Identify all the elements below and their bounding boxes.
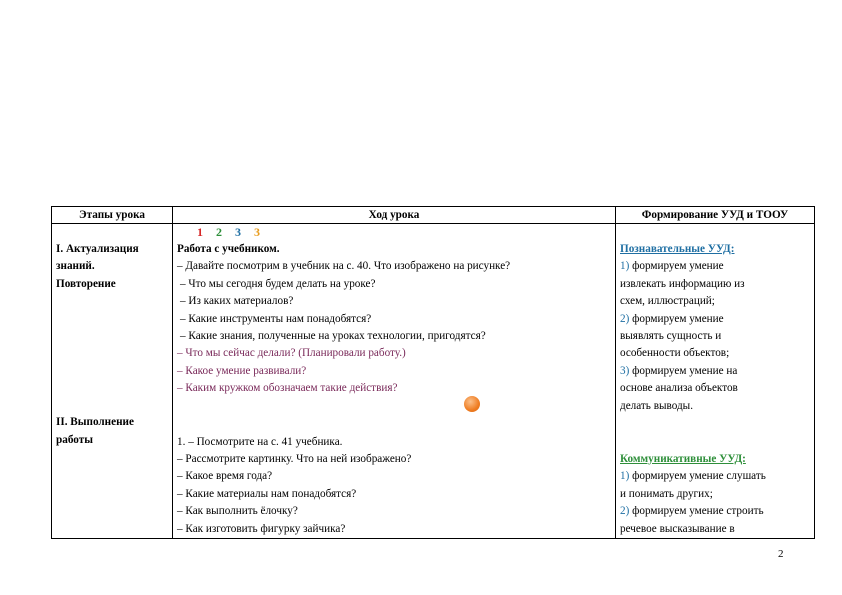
stage-cell [52,224,173,539]
uud2-item-text: формируем умение строить [629,505,764,518]
course-cell [173,224,616,539]
cognitive-uud-heading: Познавательные УУД: [620,243,735,255]
table-row [52,224,815,539]
uud1-item-text: особенности объектов; [620,347,730,360]
uud1-item [620,258,810,275]
uud1-item-text: выявлять сущность и [620,330,722,343]
uud2-item-number: 1) [620,470,630,483]
orange-circle-icon [464,396,480,412]
uud2-item [620,503,810,520]
course1-question: – Что мы сейчас делали? (Планировали работу.) [177,347,406,360]
uud-cell [616,224,815,539]
course1-line: – Какие знания, полученные на уроках технологии, пригодятся? [180,330,486,343]
course1-question: – Каким кружком обозначаем такие действия? [177,382,398,395]
course2-line: – Рассмотрите картинку. Что на ней изображено? [177,453,412,466]
stage2-line: работы [56,433,93,446]
stage2-line: II. Выполнение [56,416,134,429]
course1-question: – Какое умение развивали? [177,364,307,377]
course1-line: – Давайте посмотрим в учебник на с. 40. Что изображено на рисунке? [177,260,511,273]
uud2-item [620,468,810,485]
table-header-row [52,207,815,224]
page-number: 2 [778,548,784,560]
uud1-item-number: 2) [620,312,630,325]
stage1-line: знаний. [56,260,95,273]
communicative-uud-heading: Коммуникативные УУД: [620,453,746,466]
uud2-item-text: и понимать других; [620,487,713,500]
stage1-line: I. Актуализация [56,243,139,255]
course1-title: Работа с учебником. [177,243,280,255]
header-stages: Этапы урока [52,207,173,224]
lesson-table [51,206,815,539]
course2-line: – Как выполнить ёлочку? [177,505,298,518]
stage1-line: Повторение [56,277,116,290]
uud1-item-text: формируем умение на [629,364,738,377]
marker-1: 1 [197,225,203,239]
course1-line: – Из каких материалов? [180,295,294,308]
marker-4: 3 [254,225,260,239]
number-markers [177,224,611,241]
uud1-item-number: 3) [620,364,630,377]
course1-line: – Что мы сегодня будем делать на уроке? [180,277,376,290]
course2-line: – Какое время года? [177,470,273,483]
course2-line: – Как изготовить фигурку зайчика? [177,522,346,535]
uud1-item-number: 1) [620,260,630,273]
uud2-item-text: речевое высказывание в [620,522,735,535]
uud1-item [620,363,810,380]
course2-line: 1. – Посмотрите на с. 41 учебника. [177,435,343,448]
uud1-item-text: основе анализа объектов [620,382,738,395]
course2-line: – Какие материалы нам понадобятся? [177,487,357,500]
header-uud: Формирование УУД и ТООУ [616,207,815,224]
uud1-item-text: формируем умение [629,260,724,273]
marker-3: 3 [235,225,241,239]
uud2-item-number: 2) [620,505,630,518]
uud1-item-text: схем, иллюстраций; [620,295,715,308]
uud2-item-text: формируем умение слушать [629,470,766,483]
uud1-item-text: извлекать информацию из [620,277,745,290]
header-course: Ход урока [173,207,616,224]
uud1-item [620,311,810,328]
marker-2: 2 [216,225,222,239]
uud1-item-text: делать выводы. [620,399,693,412]
course1-line: – Какие инструменты нам понадобятся? [180,312,372,325]
uud1-item-text: формируем умение [629,312,724,325]
